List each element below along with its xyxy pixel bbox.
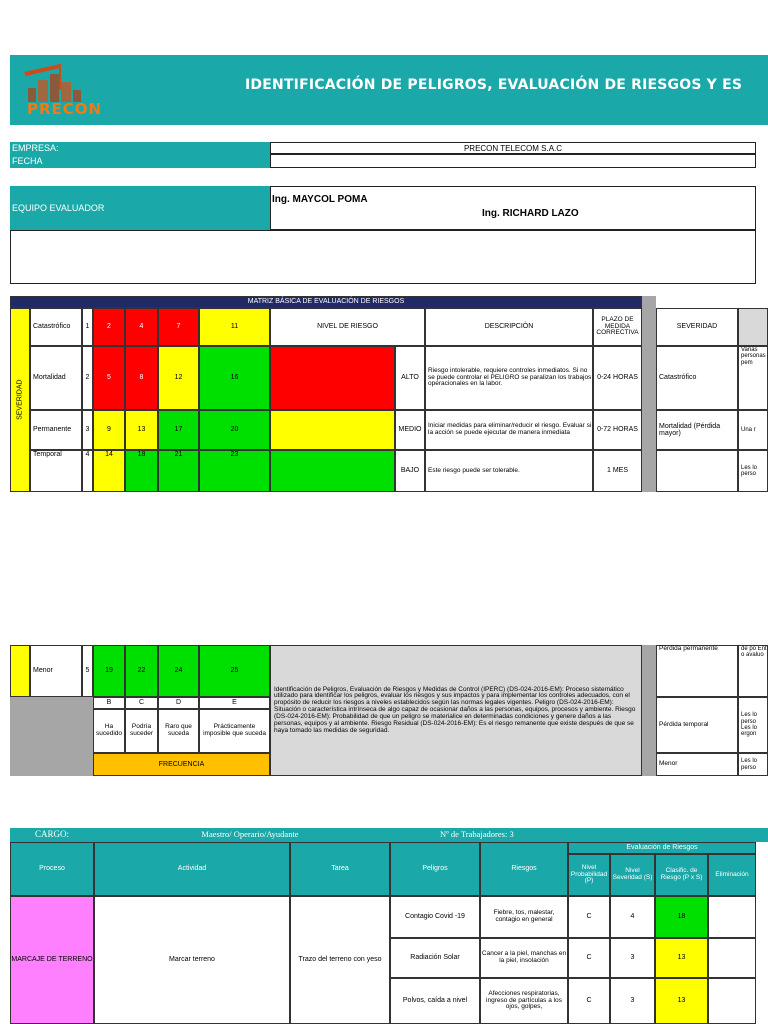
matrix-cell: 23 xyxy=(199,450,270,492)
freq-letter: E xyxy=(199,697,270,709)
col-proceso: Proceso xyxy=(10,842,94,896)
freq-letter: C xyxy=(125,697,158,709)
level-desc-alto: Riesgo intolerable, requiere controles inmediatos. Si no se puede controlar el PELIGRO se paralizan los trabajos operacionales en la labor. xyxy=(425,346,593,410)
col-tarea: Tarea xyxy=(290,842,390,896)
matrix-cell: 16 xyxy=(199,346,270,410)
evaluador-1: Ing. MAYCOL POMA xyxy=(272,194,368,205)
peligro-cell: Radiación Solar xyxy=(390,938,480,978)
actividad-cell: Marcar terreno xyxy=(94,896,290,1024)
descripcion-header: DESCRIPCIÓN xyxy=(425,308,593,346)
level-bajo: BAJO xyxy=(395,450,425,492)
clasif-cell: 13 xyxy=(655,978,708,1024)
equipo-label: EQUIPO EVALUADOR xyxy=(10,186,270,230)
row-label-4: Temporal xyxy=(30,450,82,492)
matrix-cell: 2 xyxy=(93,308,125,346)
fecha-label: FECHA xyxy=(10,154,270,168)
sev-item: Pérdida temporal xyxy=(656,697,738,753)
severidad-header-ext xyxy=(738,308,768,346)
riesgo-cell: Cancer a la piel, manchas en la piel, insolación xyxy=(480,938,568,978)
sev-cell: 3 xyxy=(610,938,655,978)
empresa-label: EMPRESA: xyxy=(10,142,270,154)
level-plazo-bajo: 1 MES xyxy=(593,450,642,492)
level-color-medio xyxy=(270,410,395,450)
matrix-cell: 20 xyxy=(199,410,270,450)
severidad-sidebar-cont xyxy=(10,645,30,697)
blank-box xyxy=(10,230,756,284)
freq-desc: Raro que suceda xyxy=(158,709,199,753)
freq-desc: Ha sucedido xyxy=(93,709,125,753)
row-label-3: Permanente xyxy=(30,410,82,450)
frecuencia-label: FRECUENCIA xyxy=(93,753,270,776)
freq-letter: B xyxy=(93,697,125,709)
prob-cell: C xyxy=(568,896,610,938)
sev-side: Varias personas pem xyxy=(738,346,768,410)
empresa-value: PRECON TELECOM S.A.C xyxy=(270,142,756,154)
matrix-cell: 24 xyxy=(158,645,199,697)
page-title: IDENTIFICACIÓN DE PELIGROS, EVALUACIÓN DE RIESGOS Y ES xyxy=(245,77,743,93)
sev-side: Les lo perso xyxy=(738,450,768,492)
clasif-cell: 13 xyxy=(655,938,708,978)
matrix-cell: 25 xyxy=(199,645,270,697)
matrix-cell: 22 xyxy=(125,645,158,697)
matrix-cell: 18 xyxy=(125,450,158,492)
proceso-cell: MARCAJE DE TERRENO xyxy=(10,896,94,1024)
level-desc-medio: Iniciar medidas para eliminar/reducir el riesgo. Evaluar si la acción se puede ejecutar de manera inmediata xyxy=(425,410,593,450)
severidad-sidebar: SEVERIDAD xyxy=(10,308,30,492)
elim-cell xyxy=(708,978,756,1024)
freq-letter: D xyxy=(158,697,199,709)
cargo-label: CARGO: xyxy=(34,829,69,839)
riesgo-cell: Afecciones respiratorias, ingreso de partículas a los ojos, golpes, xyxy=(480,978,568,1024)
logo-text: PRECON xyxy=(27,100,103,118)
tarea-cell: Trazo del terreno con yeso xyxy=(290,896,390,1024)
eval-header: Evaluación de Riesgos xyxy=(568,842,756,854)
level-alto: ALTO xyxy=(395,346,425,410)
sev-item-empty xyxy=(656,450,738,492)
col-sev: Nivel Severidad (S) xyxy=(610,854,655,896)
matrix-cell: 5 xyxy=(93,346,125,410)
matrix-cell: 19 xyxy=(93,645,125,697)
matrix-cell: 17 xyxy=(158,410,199,450)
plazo-header: PLAZO DE MEDIDA CORRECTIVA xyxy=(593,308,642,346)
matrix-cell: 12 xyxy=(158,346,199,410)
row-num-2: 2 xyxy=(82,346,93,410)
row-num-1: 1 xyxy=(82,308,93,346)
sev-cell: 3 xyxy=(610,978,655,1024)
riesgo-cell: Fiebre, tos, malestar, contagio en general xyxy=(480,896,568,938)
matrix-cell: 7 xyxy=(158,308,199,346)
evaluador-2: Ing. RICHARD LAZO xyxy=(482,208,579,219)
prob-cell: C xyxy=(568,978,610,1024)
level-medio: MEDIO xyxy=(395,410,425,450)
elim-cell xyxy=(708,896,756,938)
row-label-1: Catastrófico xyxy=(30,308,82,346)
matrix-cell: 4 xyxy=(125,308,158,346)
row-num-4: 4 xyxy=(82,450,93,492)
sev-item: Pérdida permanente xyxy=(656,645,738,697)
matrix-cell: 9 xyxy=(93,410,125,450)
freq-desc: Podría suceder xyxy=(125,709,158,753)
sev-side: de po Ent o avaluo xyxy=(738,645,768,697)
level-plazo-alto: 0-24 HORAS xyxy=(593,346,642,410)
fecha-value xyxy=(270,154,756,168)
clasif-cell: 18 xyxy=(655,896,708,938)
sev-item: Catastrófico xyxy=(656,346,738,410)
col-riesgos: Riesgos xyxy=(480,842,568,896)
severidad-header: SEVERIDAD xyxy=(656,308,738,346)
freq-desc: Prácticamente imposible que suceda xyxy=(199,709,270,753)
prob-cell: C xyxy=(568,938,610,978)
col-prob: Nivel Probabilidad (P) xyxy=(568,854,610,896)
level-desc-bajo: Este riesgo puede ser tolerable. xyxy=(425,450,593,492)
elim-cell xyxy=(708,938,756,978)
matrix-divider-bottom xyxy=(642,645,656,776)
sev-cell: 4 xyxy=(610,896,655,938)
grey-corner xyxy=(10,697,93,776)
matrix-cell: 8 xyxy=(125,346,158,410)
col-clasif: Clasific. de Riesgo (P x S) xyxy=(655,854,708,896)
matrix-cell: 11 xyxy=(199,308,270,346)
matrix-cell: 13 xyxy=(125,410,158,450)
col-elim: Eliminación xyxy=(708,854,756,896)
matrix-cell: 14 xyxy=(93,450,125,492)
row-num-5: 5 xyxy=(82,645,93,697)
peligro-cell: Polvos, caída a nivel xyxy=(390,978,480,1024)
matrix-cell: 21 xyxy=(158,450,199,492)
level-plazo-medio: 0-72 HORAS xyxy=(593,410,642,450)
row-num-3: 3 xyxy=(82,410,93,450)
sev-item: Mortalidad (Pérdida mayor) xyxy=(656,410,738,450)
sev-side: Una r xyxy=(738,410,768,450)
row-label-5: Menor xyxy=(30,645,82,697)
sev-side: Les lo perso Les lo ergon xyxy=(738,697,768,753)
level-color-bajo xyxy=(270,450,395,492)
col-actividad: Actividad xyxy=(94,842,290,896)
level-color-alto xyxy=(270,346,395,410)
cargo-value: Maestro/ Operario/Ayudante xyxy=(201,829,299,839)
peligro-cell: Contagio Covid -19 xyxy=(390,896,480,938)
sev-item: Menor xyxy=(656,753,738,776)
matrix-divider xyxy=(642,296,656,492)
nivel-header: NIVEL DE RIESGO xyxy=(270,308,425,346)
trabajadores: Nº de Trabajadores: 3 xyxy=(440,829,514,839)
col-peligros: Peligros xyxy=(390,842,480,896)
definitions-text: Identificación de Peligros, Evaluación de Riesgos y Medidas de Control (IPERC) (DS-024-2016-EM): Proceso sistemático utilizado para identificar los peligros, evaluar los riesgos y sus impactos y para implementar los controles adecuados, con el propósito de reducir los riesgos a niveles establecidos según las normas legales vigentes. Peligro (DS-024-2016-EM): Situación o característica intrínseca de algo capaz de ocasionar daños a las personas, equipos, procesos y ambiente. Riesgo (DS-024-2016-EM): Probabilidad de que un peligro se materialice en determinadas condiciones y genere daños a las personas, equipos y al ambiente. Riesgo Residual (DS-024-2016-EM): Es el riesgo remanente que existe después de que se haya tomado las medidas de seguridad. xyxy=(270,645,642,776)
matrix-title: MATRIZ BÁSICA DE EVALUACIÓN DE RIESGOS xyxy=(10,296,642,308)
row-label-2: Mortalidad xyxy=(30,346,82,410)
sev-side: Les lo perso xyxy=(738,753,768,776)
